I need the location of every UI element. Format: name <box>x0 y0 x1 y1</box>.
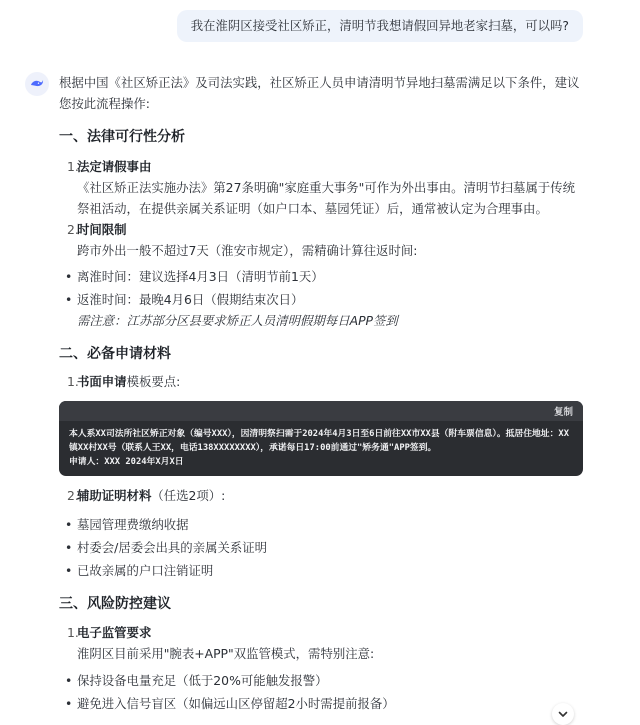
code-line: 申请人：XXX 2024年X月X日 <box>69 457 184 467</box>
s1-item-1-title: 法定请假事由 <box>77 159 152 174</box>
user-message-bubble: 我在淮阴区接受社区矫正，清明节我想请假回异地老家扫墓，可以吗? <box>177 10 583 42</box>
s2-item-2 <box>59 485 585 506</box>
code-block-header <box>59 401 583 421</box>
code-line: 镇XX村XX号（联系人王XX，电话138XXXXXXXX），承诺每日17:00前通过"矫务通"APP签到。 <box>69 443 437 453</box>
list-number: 2. <box>67 222 79 237</box>
s1-item-1 <box>59 156 585 219</box>
list-item: • 离淮时间：建议选择4月3日（清明节前1天） <box>59 266 585 287</box>
list-number: 2. <box>67 488 79 503</box>
section-title-risk: 三、风险防控建议 <box>59 596 171 612</box>
scroll-to-bottom-button[interactable] <box>552 703 574 725</box>
list-number: 1. <box>67 374 79 389</box>
list-number: 1. <box>67 159 79 174</box>
list-number: 1. <box>67 625 79 640</box>
s2-item-2-suffix: （任选2项）: <box>151 488 226 503</box>
list-item: • 避免进入信号盲区（如偏远山区停留超2小时需提前报备） <box>59 693 585 714</box>
section-title-legal: 一、法律可行性分析 <box>59 129 185 145</box>
code-block <box>59 401 583 476</box>
s1-item-2-title: 时间限制 <box>77 222 127 237</box>
s1-item-2 <box>59 219 585 261</box>
list-item: • 返淮时间：最晚4月6日（假期结束次日） <box>59 289 585 310</box>
s2-bullet-list <box>59 514 585 581</box>
reply-intro: 根据中国《社区矫正法》及司法实践，社区矫正人员申请清明节异地扫墓需满足以下条件，建议您按此流程操作: <box>59 75 580 111</box>
list-item: • 墓园管理费缴纳收据 <box>59 514 585 535</box>
s3-bullet-list <box>59 670 585 714</box>
list-item: • 保持设备电量充足（低于20%可能触发报警） <box>59 670 585 691</box>
assistant-avatar <box>25 72 49 96</box>
code-block-content <box>59 421 583 475</box>
s3-item-1-text: 淮阴区目前采用"腕表+APP"双监管模式，需特别注意: <box>77 646 375 661</box>
list-item: • 已故亲属的户口注销证明 <box>59 560 585 581</box>
whale-logo-icon <box>29 76 45 92</box>
s1-note: 需注意：江苏部分区县要求矫正人员清明假期每日APP签到 <box>77 313 398 328</box>
s3-item-1 <box>59 622 585 664</box>
s2-item-1-suffix: 模板要点: <box>126 374 181 389</box>
copy-button[interactable]: 复制 <box>553 407 573 418</box>
assistant-reply <box>59 72 585 711</box>
list-item: • 村委会/居委会出具的亲属关系证明 <box>59 537 585 558</box>
s1-bullet-list <box>59 266 585 331</box>
code-line: 本人系XX司法所社区矫正对象（编号XXX），因清明祭扫需于2024年4月3日至6日前往XX市XX县（附车票信息）。抵居住地址：XX <box>69 429 569 439</box>
s2-item-1-title: 书面申请 <box>77 374 127 389</box>
s1-item-2-text: 跨市外出一般不超过7天（淮安市规定），需精确计算往返时间: <box>77 243 418 258</box>
s2-item-2-title: 辅助证明材料 <box>77 488 152 503</box>
s3-item-1-title: 电子监管要求 <box>77 625 152 640</box>
section-title-materials: 二、必备申请材料 <box>59 346 171 362</box>
chevron-down-icon <box>557 708 569 720</box>
s2-item-1 <box>59 371 585 392</box>
s1-item-1-text: 《社区矫正法实施办法》第27条明确"家庭重大事务"可作为外出事由。清明节扫墓属于传统祭祖活动，在提供亲属关系证明（如户口本、墓园凭证）后，通常被认定为合理事由。 <box>77 180 576 216</box>
